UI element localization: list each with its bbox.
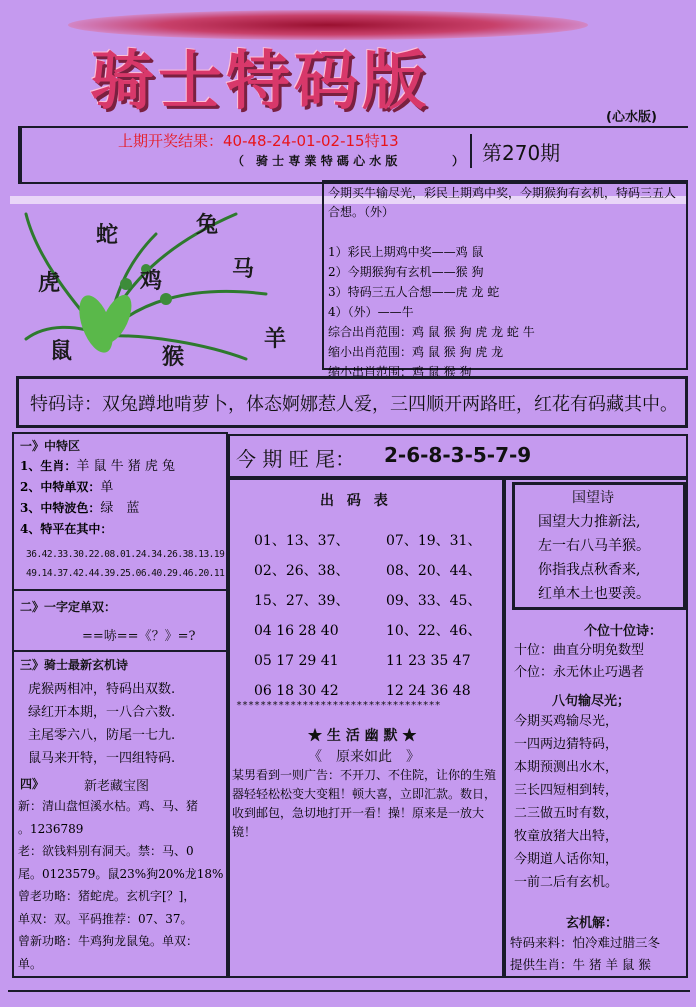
- gewei-line: 十位：曲直分明免数型: [514, 643, 645, 658]
- bajv-line: 一四两边猜特码，: [514, 737, 619, 752]
- xuanji-title: 玄机解：: [566, 916, 619, 931]
- treasure-map-lines: [18, 795, 228, 975]
- chu-ma-cell: 08、20、44、: [386, 563, 482, 579]
- special-zone-item: 3、中特波色：绿 蓝: [20, 501, 140, 516]
- zodiac-label-rooster: 鸡: [140, 269, 163, 294]
- guowang-line: 左一右八马羊猴。: [538, 538, 650, 554]
- special-zone-list: [20, 456, 175, 540]
- subtitle-open-paren: （: [232, 154, 245, 168]
- subtitle-close-paren: ）: [452, 154, 465, 168]
- chu-ma-left-col: [254, 526, 349, 706]
- treasure-map-line: 尾。0123579。鼠23%狗20%龙18%: [18, 866, 224, 881]
- gewei-title: 个位十位诗：: [584, 624, 663, 639]
- humor-subtitle: 《 原来如此 》: [308, 749, 420, 765]
- riddle-poem-lines: [28, 678, 175, 770]
- zodiac-label-snake: 蛇: [96, 223, 119, 248]
- prediction-line: 综合出肖范围：鸡 鼠 猴 狗 虎 龙 蛇 牛: [328, 325, 535, 339]
- wangwei-value: 2-6-8-3-5-7-9: [384, 443, 532, 467]
- prediction-line: 2）今期猴狗有玄机——猴 狗: [328, 265, 484, 279]
- star-divider: **********************************: [236, 700, 441, 711]
- left-divider: [12, 650, 228, 652]
- zodiac-label-tiger: 虎: [38, 271, 61, 296]
- zodiac-label-rat: 鼠: [50, 339, 73, 364]
- bajv-line: 三长四短相到转，: [514, 783, 619, 798]
- humor-text: 某男看到一则广告：不开刀、不住院，让你的生殖器轻轻松松变大变粗！顿大喜，立即汇款。数日，收到邮包，急切地打开一看！操！原来是一放大镜！: [232, 768, 497, 839]
- guowang-title: 国望诗: [572, 490, 614, 506]
- guowang-line: 你指我点秋香来,: [538, 562, 641, 578]
- odd-even-text: ==哧==《？》=?: [82, 629, 196, 644]
- chu-ma-cell: 11 23 35 47: [386, 653, 471, 669]
- treasure-map-line: 单。: [18, 956, 43, 971]
- treasure-map-line: 曾新功略：牛鸡狗龙鼠兔。单双：: [18, 934, 199, 948]
- treasure-map-line: 曾老功略：猪蛇虎。玄机字[？]，: [18, 889, 196, 903]
- left-divider: [12, 589, 228, 591]
- prediction-line: 4）（外）——牛: [328, 305, 414, 319]
- riddle-poem-line: 虎猴两相冲，特码出双数.: [28, 682, 176, 697]
- edition-label: (心水版): [606, 110, 657, 125]
- wangwei-label: 今 期 旺 尾：: [236, 447, 356, 471]
- prediction-lines: [328, 242, 684, 382]
- last-result-text: 上期开奖结果：40-48-24-01-02-15特13: [118, 132, 399, 150]
- chu-ma-cell: 06 18 30 42: [254, 683, 339, 699]
- riddle-poem-title: 三》骑士最新玄机诗: [20, 658, 129, 672]
- prediction-line: 缩小出肖范围：鸡 鼠 猴 狗 虎 龙: [328, 345, 504, 359]
- treasure-map-line: 。1236789: [18, 821, 84, 836]
- chu-ma-cell: 02、26、38、: [254, 563, 350, 579]
- special-zone-item: 1、生肖：羊 鼠 牛 猪 虎 兔: [20, 459, 176, 474]
- special-number-row: 49.14.37.42.44.39.25.06.40.29.46.20.11: [26, 568, 225, 579]
- guowang-line: 红单木土也要羡。: [538, 586, 650, 602]
- chu-ma-cell: 07、19、31、: [386, 533, 482, 549]
- prediction-line: 缩小出肖范围：鸡 鼠 猴 狗: [328, 365, 472, 379]
- zodiac-label-monkey: 猴: [162, 345, 185, 370]
- prediction-intro: 今期买牛输尽光，彩民上期鸡中奖，今期猴狗有玄机，特码三五人合想。（外）: [328, 186, 677, 219]
- xuanji-line: 特码来料：怕冷难过腊三冬: [510, 935, 661, 950]
- gewei-lines: [514, 640, 644, 684]
- chu-ma-cell: 09、33、45、: [386, 593, 482, 609]
- footer-line: [8, 990, 690, 992]
- treasure-map-label: 四》: [20, 777, 45, 791]
- xuanji-lines: [510, 932, 660, 976]
- page-title: 骑士特码版: [90, 45, 430, 119]
- bajv-line: 今期道人话你知，: [514, 852, 619, 867]
- prediction-line: 1）彩民上期鸡中奖——鸡 鼠: [328, 245, 484, 259]
- special-zone-title: 一》中特区: [20, 439, 81, 453]
- guowang-line: 国望大力推新法,: [538, 514, 641, 530]
- prediction-line: 3）特码三五人合想——虎 龙 蛇: [328, 285, 500, 299]
- riddle-poem-line: 主尾零六八，防尾一七九.: [28, 728, 176, 743]
- issue-number: 第270期: [482, 141, 561, 165]
- bajv-line: 二三做五时有数，: [514, 806, 619, 821]
- chu-ma-cell: 01、13、37、: [254, 533, 350, 549]
- chu-ma-cell: 05 17 29 41: [254, 653, 339, 669]
- subtitle-text: 骑 士 専 業 特 碼 心 水 版: [256, 154, 398, 168]
- zodiac-label-goat: 羊: [264, 327, 287, 352]
- bajv-line: 牧童放猪大出特，: [514, 829, 619, 844]
- treasure-map-line: 单双：双。平码推荐：07、37。: [18, 911, 193, 926]
- chu-ma-cell: 10、22、46、: [386, 623, 482, 639]
- zodiac-label-horse: 马: [232, 257, 255, 282]
- special-zone-item: 4、特平在其中：: [20, 522, 113, 536]
- guowang-lines: [538, 510, 650, 606]
- riddle-poem-line: 绿红开本期，一八合六数.: [28, 705, 176, 720]
- zodiac-label-rabbit: 兔: [196, 213, 219, 238]
- treasure-map-line: 新：清山盘恒溪水枯。鸡、马、猪: [18, 799, 199, 813]
- special-number-row: 36.42.33.30.22.08.01.24.34.26.38.13.19: [26, 549, 225, 560]
- bajv-title: 八句输尽光；: [552, 694, 631, 709]
- special-zone-item: 2、中特单双：单: [20, 480, 114, 495]
- bajv-lines: [514, 710, 618, 894]
- riddle-poem-line: 鼠马来开特，一四组特码.: [28, 751, 176, 766]
- humor-title: ★ 生 活 幽 默 ★: [308, 728, 417, 744]
- poem-text: 特码诗：双兔蹲地啃萝卜，体态婀娜惹人爱，三四顺开两路旺，红花有码藏其中。: [30, 394, 678, 415]
- chu-ma-cell: 15、27、39、: [254, 593, 350, 609]
- bajv-line: 今期买鸡输尽光，: [514, 714, 619, 729]
- bajv-line: 一前二后有玄机。: [514, 875, 619, 890]
- odd-even-title: 二》一字定单双：: [20, 600, 117, 614]
- treasure-map-line: 老：欲钱料别有洞天。禁：马、0: [18, 844, 194, 858]
- chu-ma-cell: 12 24 36 48: [386, 683, 471, 699]
- xuanji-line: 提供生肖：牛 猪 羊 鼠 猴: [510, 957, 651, 972]
- chu-ma-right-col: [386, 526, 481, 706]
- treasure-map-title: 新老藏宝图: [84, 779, 150, 794]
- chu-ma-cell: 04 16 28 40: [254, 623, 339, 639]
- bajv-line: 本期预测出水木，: [514, 760, 619, 775]
- gewei-line: 个位：永无休止巧遇者: [514, 665, 645, 680]
- chu-ma-title: 出 码 表: [320, 493, 392, 509]
